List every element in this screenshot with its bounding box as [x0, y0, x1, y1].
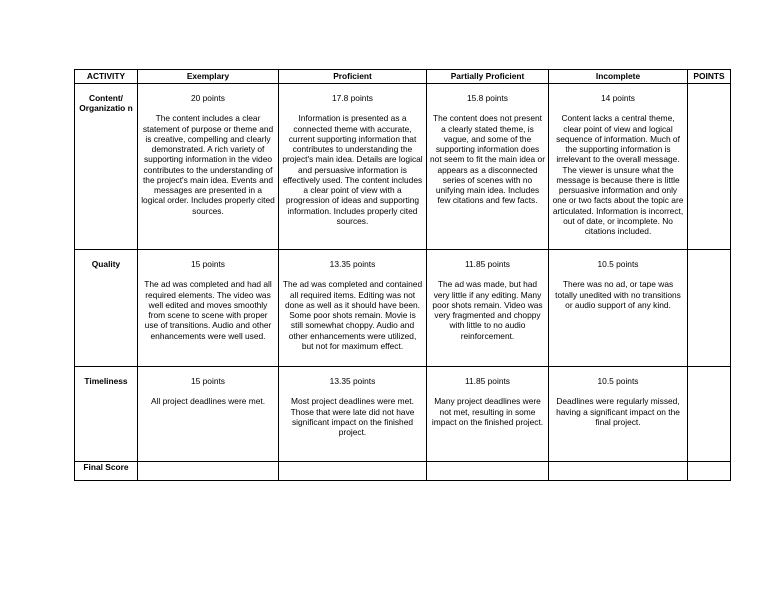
- row-label-timeliness: Timeliness: [75, 367, 138, 462]
- criteria-text: The ad was completed and had all required elements. The video was well edited and moves smoothly from scene to scene with proper use of transitions. Audio and other enhancements were well used.: [144, 279, 272, 341]
- criteria-text: The ad was completed and contained all required items. Editing was not done as well as it should have been. Some poor shots remain. Movie is still somewhat choppy. Audio and other enhancements were utilized, but not for maximum effect.: [282, 279, 423, 351]
- row-final-score: [75, 462, 731, 481]
- cell-quality-exemplary: [138, 250, 279, 367]
- points-value: 17.8 points: [332, 93, 373, 103]
- criteria-text: The content includes a clear statement of purpose or theme and is creative, compelling and clearly demonstrated. A rich variety of supporting information in the video contributes to the understanding of the project's main idea. Events and messages are presented in a logical order. Includes properly cited sources.: [141, 113, 275, 216]
- criteria-text: Content lacks a central theme, clear point of view and logical sequence of information. Much of the supporting information is irrelevant to the overall message. The viewer is unsure what the message is because there is little persuasive information and only one or two facts about the topic are articulated. Information is incorrect, out of date, or incomplete. No citations included.: [552, 113, 684, 236]
- row-label-final-score: Final Score: [75, 462, 138, 481]
- points-value: 13.35 points: [329, 259, 376, 269]
- cell-quality-points: [688, 250, 731, 367]
- cell-timeliness-partially-proficient: [427, 367, 549, 462]
- cell-timeliness-incomplete: [549, 367, 688, 462]
- points-value: 10.5 points: [597, 259, 639, 269]
- cell-timeliness-exemplary: [138, 367, 279, 462]
- cell-timeliness-points: [688, 367, 731, 462]
- points-value: 10.5 points: [597, 376, 639, 386]
- criteria-text: All project deadlines were met.: [150, 396, 266, 407]
- row-timeliness: [75, 367, 731, 462]
- row-quality: [75, 250, 731, 367]
- criteria-text: The ad was made, but had very little if any editing. Many poor shots remain. Video was very fragmented and choppy with little to no audio reinforcement.: [432, 279, 543, 341]
- cell-final-partially-proficient: [427, 462, 549, 481]
- points-value: 14 points: [601, 93, 635, 103]
- cell-content-partially-proficient: [427, 84, 549, 250]
- cell-final-exemplary: [138, 462, 279, 481]
- cell-quality-incomplete: [549, 250, 688, 367]
- points-value: 13.35 points: [329, 376, 376, 386]
- points-value: 15.8 points: [467, 93, 508, 103]
- points-value: 20 points: [191, 93, 225, 103]
- cell-final-incomplete: [549, 462, 688, 481]
- cell-content-exemplary: [138, 84, 279, 250]
- rubric-table: [74, 69, 731, 481]
- criteria-text: Many project deadlines were not met, resulting in some impact on the finished project.: [431, 396, 544, 427]
- header-points: POINTS: [688, 70, 731, 84]
- header-activity: ACTIVITY: [75, 70, 138, 84]
- cell-content-proficient: [279, 84, 427, 250]
- points-value: 15 points: [191, 259, 225, 269]
- header-exemplary: Exemplary: [138, 70, 279, 84]
- cell-content-incomplete: [549, 84, 688, 250]
- row-label-quality: Quality: [75, 250, 138, 367]
- cell-timeliness-proficient: [279, 367, 427, 462]
- row-label-content: Content/ Organizatio n: [75, 84, 138, 250]
- points-value: 15 points: [191, 376, 225, 386]
- points-value: 11.85 points: [464, 259, 510, 269]
- header-row: [75, 70, 731, 84]
- row-content-organization: [75, 84, 731, 250]
- cell-quality-proficient: [279, 250, 427, 367]
- criteria-text: The content does not present a clearly stated theme, is vague, and some of the supporting information does not seem to fit the main idea or appears as a disconnected series of scenes with no unifying main idea. Includes few citations and few facts.: [430, 113, 545, 206]
- criteria-text: Information is presented as a connected theme with accurate, current supporting information that contributes to understanding the project's main idea. Details are logical and persuasive information is effectively used. The content includes a clear point of view with a progression of ideas and supporting information. Includes properly cited sources.: [282, 113, 423, 226]
- header-incomplete: Incomplete: [549, 70, 688, 84]
- criteria-text: Most project deadlines were met. Those that were late did not have significant impact on the finished project.: [290, 396, 415, 437]
- cell-quality-partially-proficient: [427, 250, 549, 367]
- cell-content-points: [688, 84, 731, 250]
- header-partially-proficient: Partially Proficient: [427, 70, 549, 84]
- cell-final-proficient: [279, 462, 427, 481]
- cell-final-points: [688, 462, 731, 481]
- criteria-text: Deadlines were regularly missed, having a significant impact on the final project.: [556, 396, 680, 427]
- header-proficient: Proficient: [279, 70, 427, 84]
- points-value: 11.85 points: [464, 376, 510, 386]
- criteria-text: There was no ad, or tape was totally unedited with no transitions or audio support of any kind.: [555, 279, 681, 310]
